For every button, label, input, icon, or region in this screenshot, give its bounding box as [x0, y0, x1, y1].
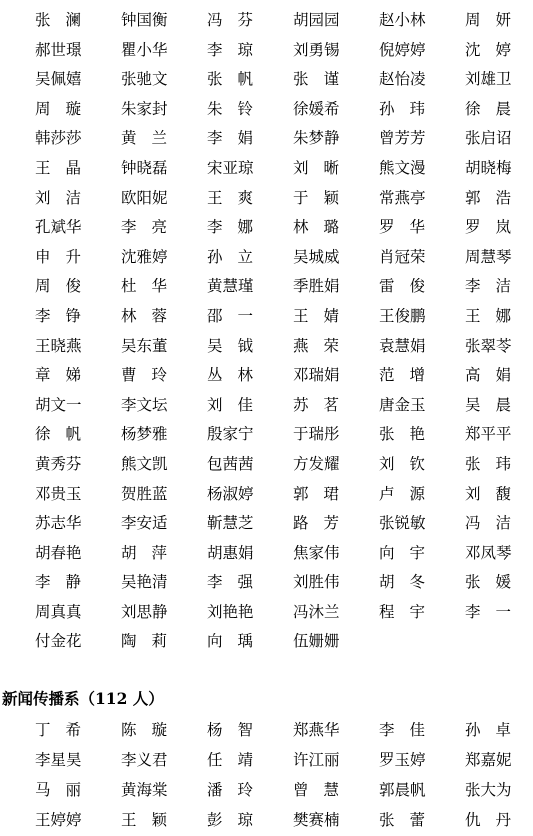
name-entry: 杨淑婷 [207, 484, 254, 503]
name-entry: 邵 一 [207, 306, 253, 325]
name-entry: 于 颖 [293, 188, 339, 207]
section-title: 新闻传播系（112 人） [2, 689, 164, 708]
name-entry: 伍姗姗 [293, 632, 340, 651]
name-entry: 吴佩嬉 [35, 70, 82, 89]
name-entry: 罗玉婷 [379, 751, 426, 769]
name-entry: 肖冠荣 [379, 247, 426, 266]
name-entry: 丁 希 [35, 721, 81, 739]
name-entry: 李 娜 [207, 218, 253, 237]
name-entry: 刘 晰 [293, 158, 339, 177]
name-entry: 胡 冬 [379, 573, 425, 592]
name-entry: 宋亚琼 [207, 158, 254, 177]
name-entry: 周 俊 [35, 277, 81, 296]
name-entry: 朱 铃 [207, 99, 253, 118]
name-entry: 李 一 [465, 602, 511, 621]
name-entry: 胡春艳 [35, 543, 82, 562]
name-entry: 周慧琴 [465, 247, 512, 266]
name-entry: 陈 璇 [121, 721, 167, 739]
name-entry: 王 爽 [207, 188, 253, 207]
name-entry: 郝世璟 [35, 40, 82, 59]
name-entry: 彭 琼 [207, 811, 253, 829]
name-entry: 胡 萍 [121, 543, 167, 562]
names-grid-1 [35, 6, 533, 657]
name-entry: 张 艳 [379, 425, 425, 444]
name-entry: 苏志华 [35, 514, 82, 533]
name-entry: 王婷婷 [35, 811, 82, 829]
name-entry: 郭晨帆 [379, 781, 426, 799]
name-entry: 李 佳 [379, 721, 425, 739]
name-entry: 郑嘉妮 [465, 751, 512, 769]
name-entry: 王 晶 [35, 158, 81, 177]
name-entry: 焦家伟 [293, 543, 340, 562]
name-entry: 周真真 [35, 602, 82, 621]
name-entry: 王 颖 [121, 811, 167, 829]
name-entry: 韩莎莎 [35, 129, 82, 148]
name-entry: 周 璇 [35, 99, 81, 118]
name-entry: 王 婧 [293, 306, 339, 325]
name-entry: 刘艳艳 [207, 602, 254, 621]
name-entry: 邓凤琴 [465, 543, 512, 562]
name-entry: 卢 源 [379, 484, 425, 503]
name-entry: 张驰文 [121, 70, 168, 89]
name-entry: 胡文一 [35, 395, 82, 414]
name-entry: 冯沐兰 [293, 602, 340, 621]
name-entry: 冯 芬 [207, 11, 253, 29]
name-entry: 付金花 [35, 632, 82, 651]
name-entry: 黄 兰 [121, 129, 167, 148]
name-entry: 孙 立 [207, 247, 253, 266]
name-entry: 杜 华 [121, 277, 167, 296]
names-grid-2 [35, 716, 533, 836]
name-entry: 李 静 [35, 573, 81, 592]
name-entry: 张 谨 [293, 70, 339, 89]
name-entry: 包茜茜 [207, 454, 254, 473]
name-entry: 黄秀芬 [35, 454, 82, 473]
name-entry: 许江丽 [293, 751, 340, 769]
name-entry: 李安适 [121, 514, 168, 533]
name-entry: 赵小林 [379, 11, 426, 29]
name-entry: 邓瑞娟 [293, 366, 340, 385]
name-entry: 燕 荣 [293, 336, 339, 355]
name-entry: 吴东董 [121, 336, 168, 355]
name-entry: 徐 晨 [465, 99, 511, 118]
name-entry: 张 澜 [35, 11, 81, 29]
name-entry: 胡园园 [293, 11, 340, 29]
name-entry: 黄海棠 [121, 781, 168, 799]
name-entry: 李 亮 [121, 218, 167, 237]
name-entry: 罗 岚 [465, 218, 511, 237]
name-entry: 李 洁 [465, 277, 511, 296]
name-entry: 张翠苓 [465, 336, 512, 355]
name-entry: 张 蕾 [379, 811, 425, 829]
name-entry: 孙 玮 [379, 99, 425, 118]
name-entry: 杨梦雅 [121, 425, 168, 444]
name-entry: 郑平平 [465, 425, 512, 444]
name-entry: 袁慧娟 [379, 336, 426, 355]
name-entry: 林 璐 [293, 218, 339, 237]
name-entry: 周 妍 [465, 11, 511, 29]
name-entry: 陶 莉 [121, 632, 167, 651]
name-entry: 贺胜蓝 [121, 484, 168, 503]
name-entry: 于瑞彤 [293, 425, 340, 444]
name-entry: 倪婷婷 [379, 40, 426, 59]
name-entry: 孙 卓 [465, 721, 511, 739]
name-entry: 吴 钺 [207, 336, 253, 355]
name-entry: 李义君 [121, 751, 168, 769]
name-entry: 路 芳 [293, 514, 339, 533]
name-entry: 杨 智 [207, 721, 253, 739]
name-entry: 方发耀 [293, 454, 340, 473]
name-entry: 吴 晨 [465, 395, 511, 414]
name-entry: 靳慧芝 [207, 514, 254, 533]
name-entry: 王 娜 [465, 306, 511, 325]
name-entry: 李文坛 [121, 395, 168, 414]
name-entry: 程 宇 [379, 602, 425, 621]
name-entry: 刘胜伟 [293, 573, 340, 592]
name-entry: 朱家封 [121, 99, 168, 118]
name-entry: 郭 浩 [465, 188, 511, 207]
name-entry: 沈 婷 [465, 40, 511, 59]
name-entry: 潘 玲 [207, 781, 253, 799]
name-entry: 吴城威 [293, 247, 340, 266]
name-entry: 熊文凯 [121, 454, 168, 473]
name-entry: 殷家宁 [207, 425, 254, 444]
name-entry: 季胜娟 [293, 277, 340, 296]
name-entry: 李 琼 [207, 40, 253, 59]
name-entry: 熊文漫 [379, 158, 426, 177]
name-entry: 樊赛楠 [293, 811, 340, 829]
name-entry: 刘 佳 [207, 395, 253, 414]
name-entry: 仇 丹 [465, 811, 511, 829]
name-entry: 郭 珺 [293, 484, 339, 503]
name-entry: 范 增 [379, 366, 425, 385]
name-entry: 王俊鹏 [379, 306, 426, 325]
name-entry: 张锐敏 [379, 514, 426, 533]
name-entry: 胡晓梅 [465, 158, 512, 177]
name-entry: 张 玮 [465, 454, 511, 473]
name-entry: 罗 华 [379, 218, 425, 237]
name-entry: 马 丽 [35, 781, 81, 799]
name-entry: 张 帆 [207, 70, 253, 89]
name-entry: 李 铮 [35, 306, 81, 325]
name-entry: 孔斌华 [35, 218, 82, 237]
name-entry: 向 宇 [379, 543, 425, 562]
name-entry: 苏 茗 [293, 395, 339, 414]
name-entry: 胡惠娟 [207, 543, 254, 562]
name-entry: 吴艳清 [121, 573, 168, 592]
name-entry: 冯 洁 [465, 514, 511, 533]
name-entry: 张 媛 [465, 573, 511, 592]
name-entry: 欧阳妮 [121, 188, 168, 207]
name-entry: 申 升 [35, 247, 81, 266]
name-entry: 瞿小华 [121, 40, 168, 59]
name-entry: 邓贵玉 [35, 484, 82, 503]
name-entry: 丛 林 [207, 366, 253, 385]
name-entry: 向 瑀 [207, 632, 253, 651]
name-entry: 黄慧瑾 [207, 277, 254, 296]
name-entry: 任 靖 [207, 751, 253, 769]
name-entry: 刘 洁 [35, 188, 81, 207]
name-entry: 刘 馥 [465, 484, 511, 503]
name-entry: 曹 玲 [121, 366, 167, 385]
name-entry: 刘 钦 [379, 454, 425, 473]
name-entry: 钟国衡 [121, 11, 168, 29]
name-entry: 李 娟 [207, 129, 253, 148]
name-entry: 刘思静 [121, 602, 168, 621]
name-entry: 刘勇锡 [293, 40, 340, 59]
name-entry: 张大为 [465, 781, 512, 799]
name-entry: 赵怡凌 [379, 70, 426, 89]
name-entry: 唐金玉 [379, 395, 426, 414]
name-entry: 曾 慧 [293, 781, 339, 799]
name-entry: 沈雅婷 [121, 247, 168, 266]
name-entry: 徐媛希 [293, 99, 340, 118]
name-entry: 李星昊 [35, 751, 82, 769]
name-entry: 李 强 [207, 573, 253, 592]
name-entry: 张启诏 [465, 129, 512, 148]
name-entry: 钟晓磊 [121, 158, 168, 177]
name-entry: 刘雄卫 [465, 70, 512, 89]
name-entry: 朱梦静 [293, 129, 340, 148]
name-entry: 常燕亭 [379, 188, 426, 207]
name-entry: 高 娟 [465, 366, 511, 385]
name-entry: 郑燕华 [293, 721, 340, 739]
name-entry: 王晓燕 [35, 336, 82, 355]
name-entry: 徐 帆 [35, 425, 81, 444]
name-entry: 章 娣 [35, 366, 81, 385]
name-entry: 雷 俊 [379, 277, 425, 296]
name-entry: 林 蓉 [121, 306, 167, 325]
name-entry: 曾芳芳 [379, 129, 426, 148]
